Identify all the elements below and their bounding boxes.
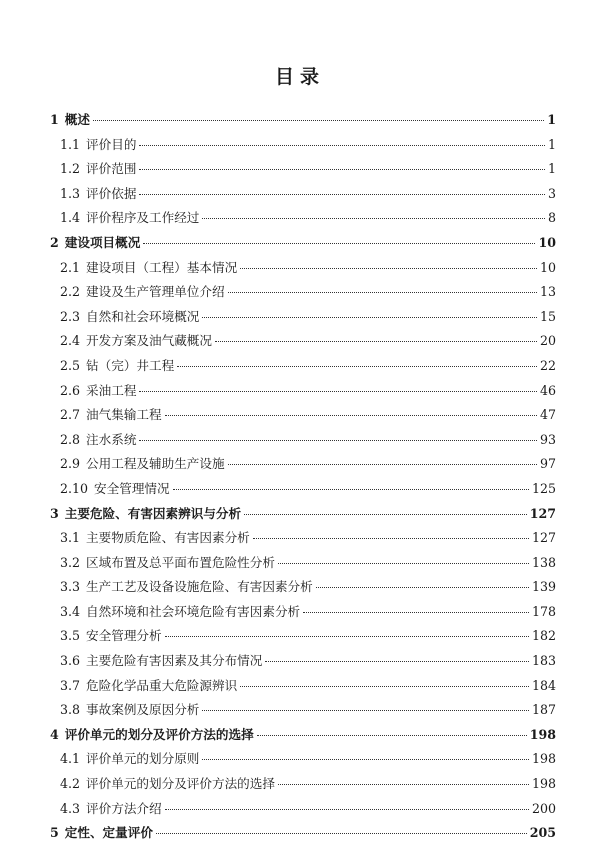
toc-dot-leader	[165, 415, 537, 416]
toc-entry-title: 评价单元的划分及评价方法的选择	[64, 726, 254, 742]
toc-entry-number: 2.2	[60, 284, 81, 300]
toc-dot-leader	[265, 661, 529, 662]
toc-entry-number: 4	[50, 726, 59, 742]
toc-page-number: 138	[531, 554, 556, 570]
toc-page-number: 10	[538, 234, 556, 250]
toc-page-number: 183	[531, 653, 556, 669]
toc-section-entry[interactable]	[50, 624, 556, 649]
toc-entry-number: 2.4	[60, 333, 81, 349]
toc-entry-label	[60, 477, 170, 502]
toc-entry-title: 定性、定量评价	[64, 825, 153, 841]
toc-dot-leader	[257, 735, 527, 736]
toc-page-number: 184	[531, 677, 556, 693]
toc-entry-title: 区域布置及总平面布置危险性分析	[86, 554, 275, 570]
toc-entry-title: 主要危险有害因素及其分布情况	[86, 653, 263, 669]
toc-page-number: 46	[539, 382, 556, 398]
toc-section-entry[interactable]	[50, 551, 556, 576]
toc-dot-leader	[139, 145, 545, 146]
toc-section-entry[interactable]	[50, 747, 556, 772]
toc-entry-label	[60, 526, 250, 551]
toc-entry-label	[60, 747, 199, 772]
toc-dot-leader	[177, 366, 537, 367]
toc-entry-number: 3	[50, 505, 59, 521]
toc-section-entry[interactable]	[50, 157, 556, 182]
toc-page-number: 47	[539, 407, 556, 423]
toc-entry-title: 采油工程	[86, 382, 137, 398]
toc-entry-number: 2.10	[60, 480, 89, 496]
toc-page-number: 93	[539, 431, 556, 447]
toc-page-number: 1	[547, 136, 556, 152]
toc-page-number: 22	[539, 357, 556, 373]
toc-dot-leader	[202, 218, 545, 219]
toc-entry-title: 钻（完）井工程	[86, 357, 175, 373]
toc-entry-label	[60, 206, 199, 231]
toc-dot-leader	[202, 317, 537, 318]
toc-dot-leader	[165, 809, 529, 810]
toc-entry-label	[60, 797, 162, 822]
toc-entry-number: 2.5	[60, 357, 81, 373]
toc-entry-number: 2.9	[60, 456, 81, 472]
toc-dot-leader	[93, 120, 544, 121]
toc-entry-label	[60, 403, 162, 428]
toc-page-number: 198	[531, 776, 556, 792]
toc-entry-label	[50, 108, 90, 133]
toc-entry-number: 3.8	[60, 702, 81, 718]
toc-page-number: 3	[547, 185, 556, 201]
toc-page-number: 178	[531, 603, 556, 619]
toc-entry-label	[60, 452, 225, 477]
toc-dot-leader	[202, 759, 529, 760]
toc-page-number: 15	[539, 308, 556, 324]
toc-entry-label	[50, 821, 153, 846]
toc-dot-leader	[253, 538, 529, 539]
toc-section-entry[interactable]	[50, 600, 556, 625]
toc-entry-label	[60, 256, 237, 281]
toc-entry-number: 2.3	[60, 308, 81, 324]
toc-entry-title: 主要物质危险、有害因素分析	[86, 530, 250, 546]
toc-section-entry[interactable]	[50, 133, 556, 158]
toc-page-number: 198	[531, 751, 556, 767]
toc-entry-label	[60, 772, 275, 797]
toc-entry-number: 1.1	[60, 136, 81, 152]
toc-chapter-entry[interactable]	[50, 821, 556, 846]
toc-entry-title: 安全管理情况	[94, 480, 170, 496]
toc-entry-title: 自然和社会环境概况	[86, 308, 200, 324]
table-of-contents	[50, 108, 556, 846]
toc-section-entry[interactable]	[50, 649, 556, 674]
toc-dot-leader	[278, 563, 529, 564]
toc-dot-leader	[202, 710, 529, 711]
toc-entry-label	[60, 280, 225, 305]
toc-entry-title: 主要危险、有害因素辨识与分析	[64, 505, 242, 521]
toc-entry-label	[60, 551, 275, 576]
toc-entry-label	[60, 600, 300, 625]
toc-entry-number: 2.8	[60, 431, 81, 447]
toc-entry-number: 2.7	[60, 407, 81, 423]
toc-section-entry[interactable]	[50, 182, 556, 207]
toc-dot-leader	[143, 243, 535, 244]
toc-entry-title: 油气集输工程	[86, 407, 162, 423]
toc-entry-number: 4.1	[60, 751, 81, 767]
toc-entry-number: 3.7	[60, 677, 81, 693]
toc-dot-leader	[215, 341, 537, 342]
toc-entry-number: 1.3	[60, 185, 81, 201]
toc-entry-label	[50, 231, 140, 256]
toc-entry-label	[60, 649, 262, 674]
toc-dot-leader	[303, 612, 529, 613]
toc-dot-leader	[139, 391, 537, 392]
toc-entry-title: 开发方案及油气藏概况	[86, 333, 212, 349]
toc-section-entry[interactable]	[50, 305, 556, 330]
toc-dot-leader	[139, 440, 537, 441]
toc-dot-leader	[228, 292, 537, 293]
toc-entry-label	[50, 502, 241, 527]
toc-section-entry[interactable]	[50, 206, 556, 231]
toc-entry-number: 4.2	[60, 776, 81, 792]
toc-entry-title: 评价方法介绍	[86, 800, 162, 816]
toc-page-number: 139	[531, 579, 556, 595]
toc-section-entry[interactable]	[50, 452, 556, 477]
toc-dot-leader	[240, 268, 537, 269]
toc-section-entry[interactable]	[50, 280, 556, 305]
toc-chapter-entry[interactable]	[50, 502, 556, 527]
toc-page-number: 10	[539, 259, 556, 275]
toc-dot-leader	[228, 464, 537, 465]
toc-dot-leader	[244, 514, 527, 515]
toc-entry-number: 5	[50, 825, 59, 841]
toc-entry-title: 建设项目概况	[64, 234, 141, 250]
toc-dot-leader	[165, 636, 529, 637]
toc-entry-label	[60, 182, 136, 207]
toc-entry-title: 评价程序及工作经过	[86, 210, 200, 226]
toc-entry-label	[60, 575, 313, 600]
toc-page-number: 1	[547, 112, 556, 127]
toc-entry-title: 生产工艺及设备设施危险、有害因素分析	[86, 579, 313, 595]
toc-entry-label	[60, 133, 136, 158]
toc-dot-leader	[278, 784, 529, 785]
toc-page-number: 127	[529, 505, 556, 521]
toc-page-number: 198	[529, 726, 556, 742]
toc-entry-title: 建设项目（工程）基本情况	[86, 259, 238, 275]
toc-section-entry[interactable]	[50, 477, 556, 502]
toc-entry-label	[60, 329, 212, 354]
toc-section-entry[interactable]	[50, 526, 556, 551]
toc-chapter-entry[interactable]	[50, 723, 556, 748]
toc-page-number: 187	[531, 702, 556, 718]
toc-section-entry[interactable]	[50, 698, 556, 723]
toc-entry-title: 概述	[64, 112, 90, 127]
toc-section-entry[interactable]	[50, 379, 556, 404]
toc-entry-number: 3.6	[60, 653, 81, 669]
toc-entry-label	[60, 674, 237, 699]
toc-entry-label	[60, 624, 162, 649]
toc-page-number: 1	[547, 161, 556, 177]
toc-entry-number: 1.2	[60, 161, 81, 177]
toc-dot-leader	[173, 489, 529, 490]
toc-page-number: 182	[531, 628, 556, 644]
toc-chapter-entry[interactable]	[50, 231, 556, 256]
toc-dot-leader	[139, 169, 545, 170]
toc-dot-leader	[139, 194, 545, 195]
toc-entry-number: 1	[50, 112, 59, 127]
toc-entry-title: 建设及生产管理单位介绍	[86, 284, 225, 300]
toc-page-number: 8	[547, 210, 556, 226]
toc-entry-label	[50, 723, 254, 748]
toc-section-entry[interactable]	[50, 797, 556, 822]
toc-entry-number: 2.1	[60, 259, 81, 275]
toc-section-entry[interactable]	[50, 354, 556, 379]
toc-entry-label	[60, 305, 199, 330]
toc-entry-number: 3.3	[60, 579, 81, 595]
toc-section-entry[interactable]	[50, 772, 556, 797]
toc-entry-title: 评价目的	[86, 136, 137, 152]
toc-entry-title: 评价单元的划分原则	[86, 751, 200, 767]
toc-dot-leader	[240, 686, 529, 687]
toc-page-number: 97	[539, 456, 556, 472]
toc-section-entry[interactable]	[50, 674, 556, 699]
toc-entry-title: 事故案例及原因分析	[86, 702, 200, 718]
toc-dot-leader	[156, 833, 527, 834]
toc-section-entry[interactable]	[50, 428, 556, 453]
toc-entry-label	[60, 379, 136, 404]
toc-section-entry[interactable]	[50, 256, 556, 281]
toc-page-number: 125	[531, 480, 556, 496]
toc-entry-number: 3.4	[60, 603, 81, 619]
toc-entry-label	[60, 428, 136, 453]
toc-page-number: 205	[529, 825, 556, 841]
toc-entry-number: 3.5	[60, 628, 81, 644]
toc-entry-number: 4.3	[60, 800, 81, 816]
toc-dot-leader	[316, 587, 529, 588]
toc-entry-title: 安全管理分析	[86, 628, 162, 644]
toc-entry-title: 评价依据	[86, 185, 137, 201]
toc-entry-title: 自然环境和社会环境危险有害因素分析	[86, 603, 301, 619]
toc-entry-label	[60, 354, 174, 379]
toc-section-entry[interactable]	[50, 575, 556, 600]
toc-section-entry[interactable]	[50, 403, 556, 428]
toc-page-number: 200	[531, 800, 556, 816]
toc-entry-title: 评价范围	[86, 161, 137, 177]
toc-entry-number: 1.4	[60, 210, 81, 226]
toc-entry-title: 危险化学品重大危险源辨识	[86, 677, 238, 693]
toc-entry-number: 2.6	[60, 382, 81, 398]
toc-page-number: 20	[539, 333, 556, 349]
toc-entry-label	[60, 157, 136, 182]
toc-section-entry[interactable]	[50, 329, 556, 354]
toc-entry-number: 3.1	[60, 530, 81, 546]
toc-entry-title: 注水系统	[86, 431, 137, 447]
toc-entry-label	[60, 698, 199, 723]
toc-entry-title: 公用工程及辅助生产设施	[86, 456, 225, 472]
toc-entry-title: 评价单元的划分及评价方法的选择	[86, 776, 275, 792]
toc-page-number: 127	[531, 530, 556, 546]
page-title: 目录	[274, 66, 325, 88]
toc-page-number: 13	[539, 284, 556, 300]
toc-chapter-entry[interactable]	[50, 108, 556, 133]
toc-entry-number: 3.2	[60, 554, 81, 570]
toc-entry-number: 2	[50, 234, 59, 250]
